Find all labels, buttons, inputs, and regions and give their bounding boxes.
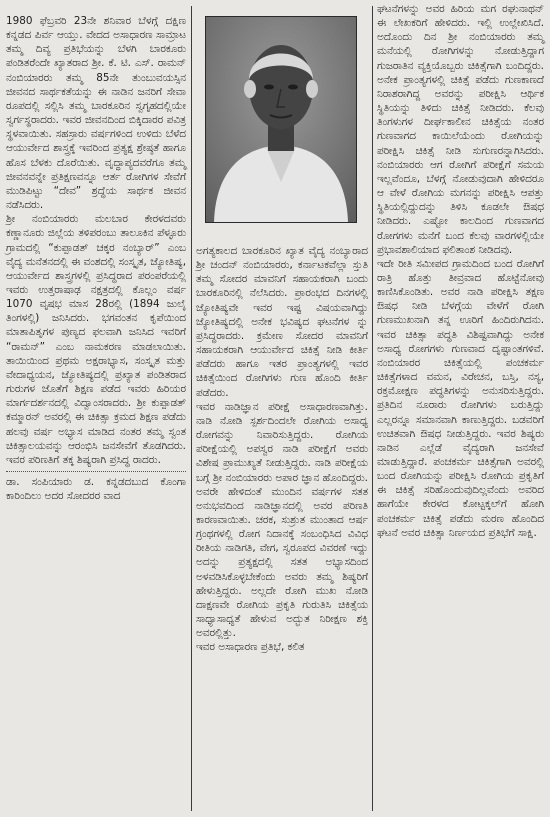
footnote-divider: [6, 471, 186, 472]
article-paragraph: ಘಟನೆಗಳನ್ನು ಅವರ ಹಿರಿಯ ಮಗ ರಘುನಾಥನ್ ಈ ಲೇಖಕರಿಗೆ ಹೇಳಿದರು. ಇಲ್ಲಿ ಉಲ್ಲೇಖಿಸಿದೆ. ಅದೊಂದು ದಿನ ಶ್ರೀ ನಂಬಿಯಾರರು ತಮ್ಮ ಮನೆಯಲ್ಲಿ ರೋಗಿಗಳನ್ನು ನೋಡುತ್ತಿದ್ದಾಗ ಗುಜರಾತಿನ ವ್ಯಕ್ತಿಯೊಬ್ಬರು ಚಿಕಿತ್ಸೆಗಾಗಿ ಬಂದಿದ್ದರು. ಅನೇಕ ಪ್ರಾಂತ್ಯಗಳಲ್ಲಿ ಚಿಕಿತ್ಸೆ ಪಡೆದು ಗುಣಕಾಣದೆ ನಿರಾಶರಾಗಿದ್ದ ಅವರನ್ನು ಪರೀಕ್ಷಿಸಿ ಆರ್ಥಿಕ ಸ್ಥಿತಿಯನ್ನು ತಿಳಿದು ಚಿಕಿತ್ಸೆ ನೀಡಿದರು. ಕೆಲವು ತಿಂಗಳುಗಳ ದೀರ್ಘಕಾಲೀನ ಚಿಕಿತ್ಸೆಯ ನಂತರ ಗುಣವಾಗದ ಕಾಯಿಲೆಯೆಂದು ರೋಗಿಯನ್ನು ಪರೀಕ್ಷಿಸಿ ಚಿಕಿತ್ಸೆ ನೀಡಿ ಸುಗುಣರನ್ನಾಗಿಸಿದರು. ನಂಬಿಯಾರರು ಆಗ ರೋಗಿಗೆ ಪರೀಕ್ಷೆಗೆ ಸಮಯ ಇಲ್ಲವೆಂದೂ, ಬೆಳಗ್ಗೆ ನೋಡುವುದಾಗಿ ಹೇಳಿದರೂ ಆ ವೇಳೆ ರೋಗಿಯ ಮಗನನ್ನು ಪರೀಕ್ಷಿಸಿ ಆಪತ್ತು ಸ್ಥಿತಿಯಲ್ಲಿದ್ದುದನ್ನು ತಿಳಿಸಿ ಕೂಡಲೇ ಔಷಧ ನೀಡಿದರು. ಎಷ್ಟೋ ಕಾಲದಿಂದ ಗುಣವಾಗದ ರೋಗಗಳು ಮನೆಗೆ ಬಂದ ಕೆಲವು ವಾರಗಳಲ್ಲಿಯೇ ಪ್ರಭಾವಶಾಲಿಯಾದ ಫಲಿತಾಂಶ ನೀಡಿದವು.: [377, 3, 544, 256]
article-paragraph: 1980 ಫೆಬ್ರವರಿ 23ನೇ ಶನಿವಾರ ಬೆಳಗ್ಗೆ ದಕ್ಷಿಣ ಕನ್ನಡದ ಪಿರ್ವ ಆಯ್ತು. ವೇದದ ಅಸಾಧಾರಣ ಸಾಮ್ರಾಟ ತಮ್ಮ ದಿವ್ಯ ಪ್ರತಿಭೆಯನ್ನು ಬೆಳಗಿ ಬಾರಕೂರು ಪಂಡಿತರೆಂದೇ ಖ್ಯಾತರಾದ ಶ್ರೀ. ಕೆ. ಟಿ. ಎಸ್. ರಾಮನ್ ನಂಬಿಯಾರರು ತಮ್ಮ 85ನೇ ತುಂಬುವಯಸ್ಸಿನ ಜೀವನದ ಸಾರ್ಥಕತೆಯನ್ನು ಈ ನಾಡಿನ ಜನರಿಗೆ ಸೇವಾ ರೂಪದಲ್ಲಿ ಸಲ್ಲಿಸಿ ತಮ್ಮ ಬಾರಕೂರಿನ ಸ್ವಗೃಹದಲ್ಲಿಯೇ ಸ್ವರ್ಗಸ್ಥರಾದರು. ಇವರ ಜೀವನದಿಂದ ಬಿಕ್ಕಿದಾರರ ಪವಿತ್ರ ಸ್ಥಳವಾಯಿತು. ಸಹಸ್ರಾರು ವರ್ಷಗಳಿಂದ ಉಳಿದು ಬೆಳೆದ ಆಯುರ್ವೇದ ಶಾಸ್ತ್ರಕ್ಕೆ ಇವರಿಂದ ಪ್ರತ್ಯಕ್ಷ ಶ್ರೇಷ್ಠತೆ ಹಾಗೂ ಹೊಸ ಬೆಳಕು ದೊರೆಯಿತು. ವೃದ್ಧಾಪ್ಯದವರೆಗೂ ತಮ್ಮ ಜೀವನವನ್ನೇ ಪ್ರತಿಕ್ಷಣವನ್ನೂ ಆರ್ತ ರೋಗಿಗಳ ಸೇವೆಗೆ ಮುಡಿಪಿಟ್ಟು “ದೇವ” ಶ್ರದ್ಧೆಯ ಸಾರ್ಥಕ ಜೀವನ ನಡೆಸಿದರು.: [6, 15, 186, 212]
footnote: ಡಾ. ಸಂಪಿಯಾರು ಡ. ಕನ್ನಡದಬುದ ಕೊಂಗಾ ಕಾರಿಂದಿಲು ಅದರ ಸೋದರರ ವಾದ: [6, 476, 186, 503]
article-paragraph: ಅಗತ್ಯಕಾಲದ ಬಾರಕೂರಿನ ಖ್ಯಾತ ವೈದ್ಯ ನಂಬ್ಯಾರಾದ ಶ್ರೀ ಚಂದನ್ ನಂಬಿಯಾರರು, ಕರ್ನಾಟಕವೆಲ್ಲಾ ಸ್ತುತಿ ತಮ್ಮ ಸೋದರ ಮಾವನಿಗೆ ಸಹಾಯಕರಾಗಿ ಬಂದು ಬಾರಕೂರಿನಲ್ಲಿ ನೆಲೆಸಿದರು. ಪ್ರಾರಂಭದ ದಿನಗಳಲ್ಲಿ ಜ್ಯೋತಿಷ್ಯವೇ ಇವರ ಇಷ್ಟ ವಿಷಯವಾಗಿದ್ದು ಜ್ಯೋತಿಷ್ಯದಲ್ಲಿ ಅನೇಕ ಭವಿಷ್ಯದ ಘಟನೆಗಳ ನ್ನು ಪ್ರಸಿದ್ಧರಾದರು. ಕ್ರಮೇಣ ಸೋದರ ಮಾವನಿಗೆ ಸಹಾಯಕರಾಗಿ ಆಯುರ್ವೇದ ಚಿಕಿತ್ಸೆ ನೀಡಿ ಕೀರ್ತಿ ಪಡೆದರು ಹಾಗೂ ಇತರ ಪ್ರಾಂತ್ಯಗಳಲ್ಲಿ ಇವರ ಚಿಕಿತ್ಸೆಯಿಂದ ರೋಗಿಗಳು ಗುಣ ಹೊಂದಿ ಕೀರ್ತಿ ಪಡೆದರು.: [196, 245, 368, 399]
portrait-photo: [205, 16, 357, 223]
article-paragraph: ಇವರ ನಾಡಿಜ್ಞಾನ ಪರೀಕ್ಷೆ ಅಸಾಧಾರಣವಾಗಿತ್ತು. ನಾಡಿ ನೋಡಿ ಸ್ಪರ್ಶದಿಂದಲೇ ರೋಗಿಯ ಅಸಾಧ್ಯ ರೋಗವನ್ನು ನಿವಾರಿಸುತ್ತಿದ್ದರು. ರೋಗಿಯ ಪರೀಕ್ಷೆಯಲ್ಲಿ ಅಪಸ್ವರ ನಾಡಿ ಪರೀಕ್ಷೆಗೆ ಅವರು ವಿಶೇಷ ಪ್ರಾಮುಖ್ಯತೆ ನೀಡುತ್ತಿದ್ದರು. ನಾಡಿ ಪರೀಕ್ಷೆಯ ಬಗ್ಗೆ ಶ್ರೀ ನಂಬಿಯಾರರು ಅಪಾರ ಜ್ಞಾನ ಹೊಂದಿದ್ದರು. ಅವರೇ ಹೇಳಿದಂತೆ ಮುಂದಿನ ವರ್ಷಗಳ ಸತತ ಅನುಭವದಿಂದ ನಾಡಿಜ್ಞಾನದಲ್ಲಿ ಅವರ ಪರಿಣತಿ ಕಾರಣವಾಯಿತು. ಚರಕ, ಸುಶ್ರುತ ಮುಂತಾದ ಆರ್ಷ ಗ್ರಂಥಗಳಲ್ಲಿ ರೋಗ ನಿದಾನಕ್ಕೆ ಸಂಬಂಧಿಸಿದ ವಿವಿಧ ರೀತಿಯ ನಾಡಿಗತಿ, ವೇಗ, ಸ್ವರೂಪದ ವಿವರಣೆ ಇದ್ದು ಅದನ್ನು ಪ್ರತ್ಯಕ್ಷದಲ್ಲಿ ಸತತ ಅಭ್ಯಾಸದಿಂದ ಅಳವಡಿಸಿಕೊಳ್ಳಬೇಕೆಂದು ಅವರು ತಮ್ಮ ಶಿಷ್ಯರಿಗೆ ಹೇಳುತ್ತಿದ್ದರು. ಅಲ್ಲದೇ ರೋಗಿ ಮುಖ ನೋಡಿ ದಾಕ್ಷಣವೇ ರೋಗಿಯ ಪ್ರಕೃತಿ ಗುರುತಿಸಿ ಚಿಕಿತ್ಸೆಯ ಸಾಧ್ಯಾಸಾಧ್ಯತೆ ಹೇಳುವ ಅದ್ಭುತ ನಿರೀಕ್ಷಣ ಶಕ್ತಿ ಅವರಲ್ಲಿತ್ತು.: [196, 400, 368, 640]
article-paragraph: ಇದೇ ರೀತಿ ಸಮೀಪದ ಗ್ರಾಮದಿಂದ ಬಂದ ರೋಗಿಗೆ ರಾತ್ರಿ ಹೊತ್ತು ತೀವ್ರವಾದ ಹೊಟ್ಟೆನೋವು ಕಾಣಿಸಿಕೊಂಡಿತು. ಅವರ ನಾಡಿ ಪರೀಕ್ಷಿಸಿ ತಕ್ಷಣ ಔಷಧ ನೀಡಿ ಬೆಳಗ್ಗೆಯ ವೇಳೆಗೆ ರೋಗಿ ಗುಣಮುಖನಾಗಿ ತನ್ನ ಊರಿಗೆ ಹಿಂದಿರುಗಿದನು. ಇವರ ಚಿಕಿತ್ಸಾ ಪದ್ಧತಿ ವಿಶಿಷ್ಟವಾಗಿದ್ದು ಅನೇಕ ಅಸಾಧ್ಯ ರೋಗಗಳು ಗುಣವಾದ ದೃಷ್ಟಾಂತಗಳಿವೆ. ನಂಬಿಯಾರರ ಚಿಕಿತ್ಸೆಯಲ್ಲಿ ಪಂಚಕರ್ಮ ಚಿಕಿತ್ಸೆಗಳಾದ ವಮನ, ವಿರೇಚನ, ಬಸ್ತಿ, ನಸ್ಯ, ರಕ್ತಮೋಕ್ಷಣ ಪದ್ಧತಿಗಳನ್ನು ಅನುಸರಿಸುತ್ತಿದ್ದರು. ಪ್ರತಿದಿನ ನೂರಾರು ರೋಗಿಗಳು ಬರುತ್ತಿದ್ದು ಎಲ್ಲರನ್ನೂ ಸಮಾನವಾಗಿ ಕಾಣುತ್ತಿದ್ದರು. ಬಡವರಿಗೆ ಉಚಿತವಾಗಿ ಔಷಧ ನೀಡುತ್ತಿದ್ದರು. ಇವರ ಶಿಷ್ಯರು ನಾಡಿನ ಎಲ್ಲೆಡೆ ವೈದ್ಯರಾಗಿ ಜನಸೇವೆ ಮಾಡುತ್ತಿದ್ದಾರೆ. ಪಂಚಕರ್ಮ ಚಿಕಿತ್ಸೆಗಾಗಿ ಅವರಲ್ಲಿ ಬಂದ ರೋಗಿಯನ್ನು ಪರೀಕ್ಷಿಸಿ ರೋಗಿಯ ಪ್ರಕೃತಿಗೆ ಈ ಚಿಕಿತ್ಸೆ ಸರಿಹೊಂದುವುದಿಲ್ಲವೆಂದು ಅವರಿದ ಹಾಗೆಯೇ ಕೇರಳದ ಕೋಟ್ಟಕ್ಕಲ್‌ಗೆ ಹೋಗಿ ಪಂಚಕರ್ಮ ಚಿಕಿತ್ಸೆ ಪಡೆದು ಮರಣ ಹೊಂದಿದ ಘಟನೆ ಅವರ ಚಿಕಿತ್ಸಾ ನಿರ್ಣಯದ ಪ್ರತಿಭೆಗೆ ಸಾಕ್ಷಿ.: [377, 257, 544, 539]
article-paragraph: ಶ್ರೀ ನಂಬಿಯಾರರು ಮಲಬಾರ ಕೇರಳದವರು ಕಣ್ಣಾನೂರು ಜಿಲ್ಲೆಯ ತಳಿಪರಂಬು ತಾಲೂಕಿನ ಪೆಳ್ಳೂರು ಗ್ರಾಮದಲ್ಲಿ “ಕುಪ್ಪಾಡತ್ ಚಕ್ಕರ ನಂಬ್ಯಾರ್” ಎಂಬ ವೈದ್ಯ ಮನೆತನದಲ್ಲಿ ಈ ವಂಶದಲ್ಲಿ ಸಂಸ್ಕೃತ, ಜ್ಯೋತಿಷ್ಯ, ಆಯುರ್ವೇದ ಶಾಸ್ತ್ರಗಳಲ್ಲಿ ಪ್ರಸಿದ್ಧರಾದ ಪರಂಪರೆಯಲ್ಲಿ ಇವರು ಉತ್ತರಾಷಾಢ ನಕ್ಷತ್ರದಲ್ಲಿ ಕೊಲ್ಲಂ ವರ್ಷ 1070 ವೃಷಭ ಮಾಸ 28ರಲ್ಲಿ (1894 ಜುಲೈ ತಿಂಗಳಲ್ಲಿ) ಜನಿಸಿದರು. ಭಗವಂತನ ಕೃಪೆಯಿಂದ ಮಾತಾಪಿತೃಗಳ ಪುಣ್ಯದ ಫಲವಾಗಿ ಜನಿಸಿದ ಇವರಿಗೆ “ರಾಮನ್” ಎಂಬ ನಾಮಕರಣ ಮಾಡಲಾಯಿತು. ತಾಯಿಯಿಂದ ಪ್ರಥಮ ಅಕ್ಷರಾಭ್ಯಾಸ, ಸಂಸ್ಕೃತ ಮತ್ತು ವೇದಾಧ್ಯಯನ, ಜ್ಯೋತಿಷ್ಯದಲ್ಲಿ ಪ್ರಖ್ಯಾತ ಪಂಡಿತರಾದ ಗುರುಗಳ ಜೊತೆಗೆ ಶಿಕ್ಷಣ ಪಡೆದ ಇವರು ಹಿರಿಯರ ಮಾರ್ಗದರ್ಶನದಲ್ಲಿ ವಿದ್ವಾಂಸರಾದರು. ಶ್ರೀ ಕುಪ್ಪಾಡತ್ ಕಮ್ಮಾರನ್ ಅವರಲ್ಲಿ ಈ ಚಿಕಿತ್ಸಾ ಕ್ರಮದ ಶಿಕ್ಷಣ ಪಡೆದು ಹಲವು ವರ್ಷ ಅಭ್ಯಾಸ ಮಾಡಿದ ನಂತರ ತಮ್ಮ ಸ್ವಂತ ಚಿಕಿತ್ಸಾಲಯವನ್ನು ಆರಂಭಿಸಿ ಜನಸೇವೆಗೆ ತೊಡಗಿದರು. ಇವರ ಪರಿಣತಿಗೆ ತಕ್ಕ ಶಿಷ್ಯರಾಗಿ ಪ್ರಸಿದ್ಧ ರಾದರು.: [6, 213, 186, 466]
column-rule: [191, 6, 192, 811]
column-rule: [372, 6, 373, 811]
article-paragraph: ಇವರ ಅಸಾಧಾರಣ ಪ್ರತಿಭೆ, ಕಲಿತ: [196, 641, 305, 654]
article-column-3: [377, 2, 544, 540]
article-column-2: [196, 244, 368, 655]
article-column-1: [6, 14, 186, 503]
